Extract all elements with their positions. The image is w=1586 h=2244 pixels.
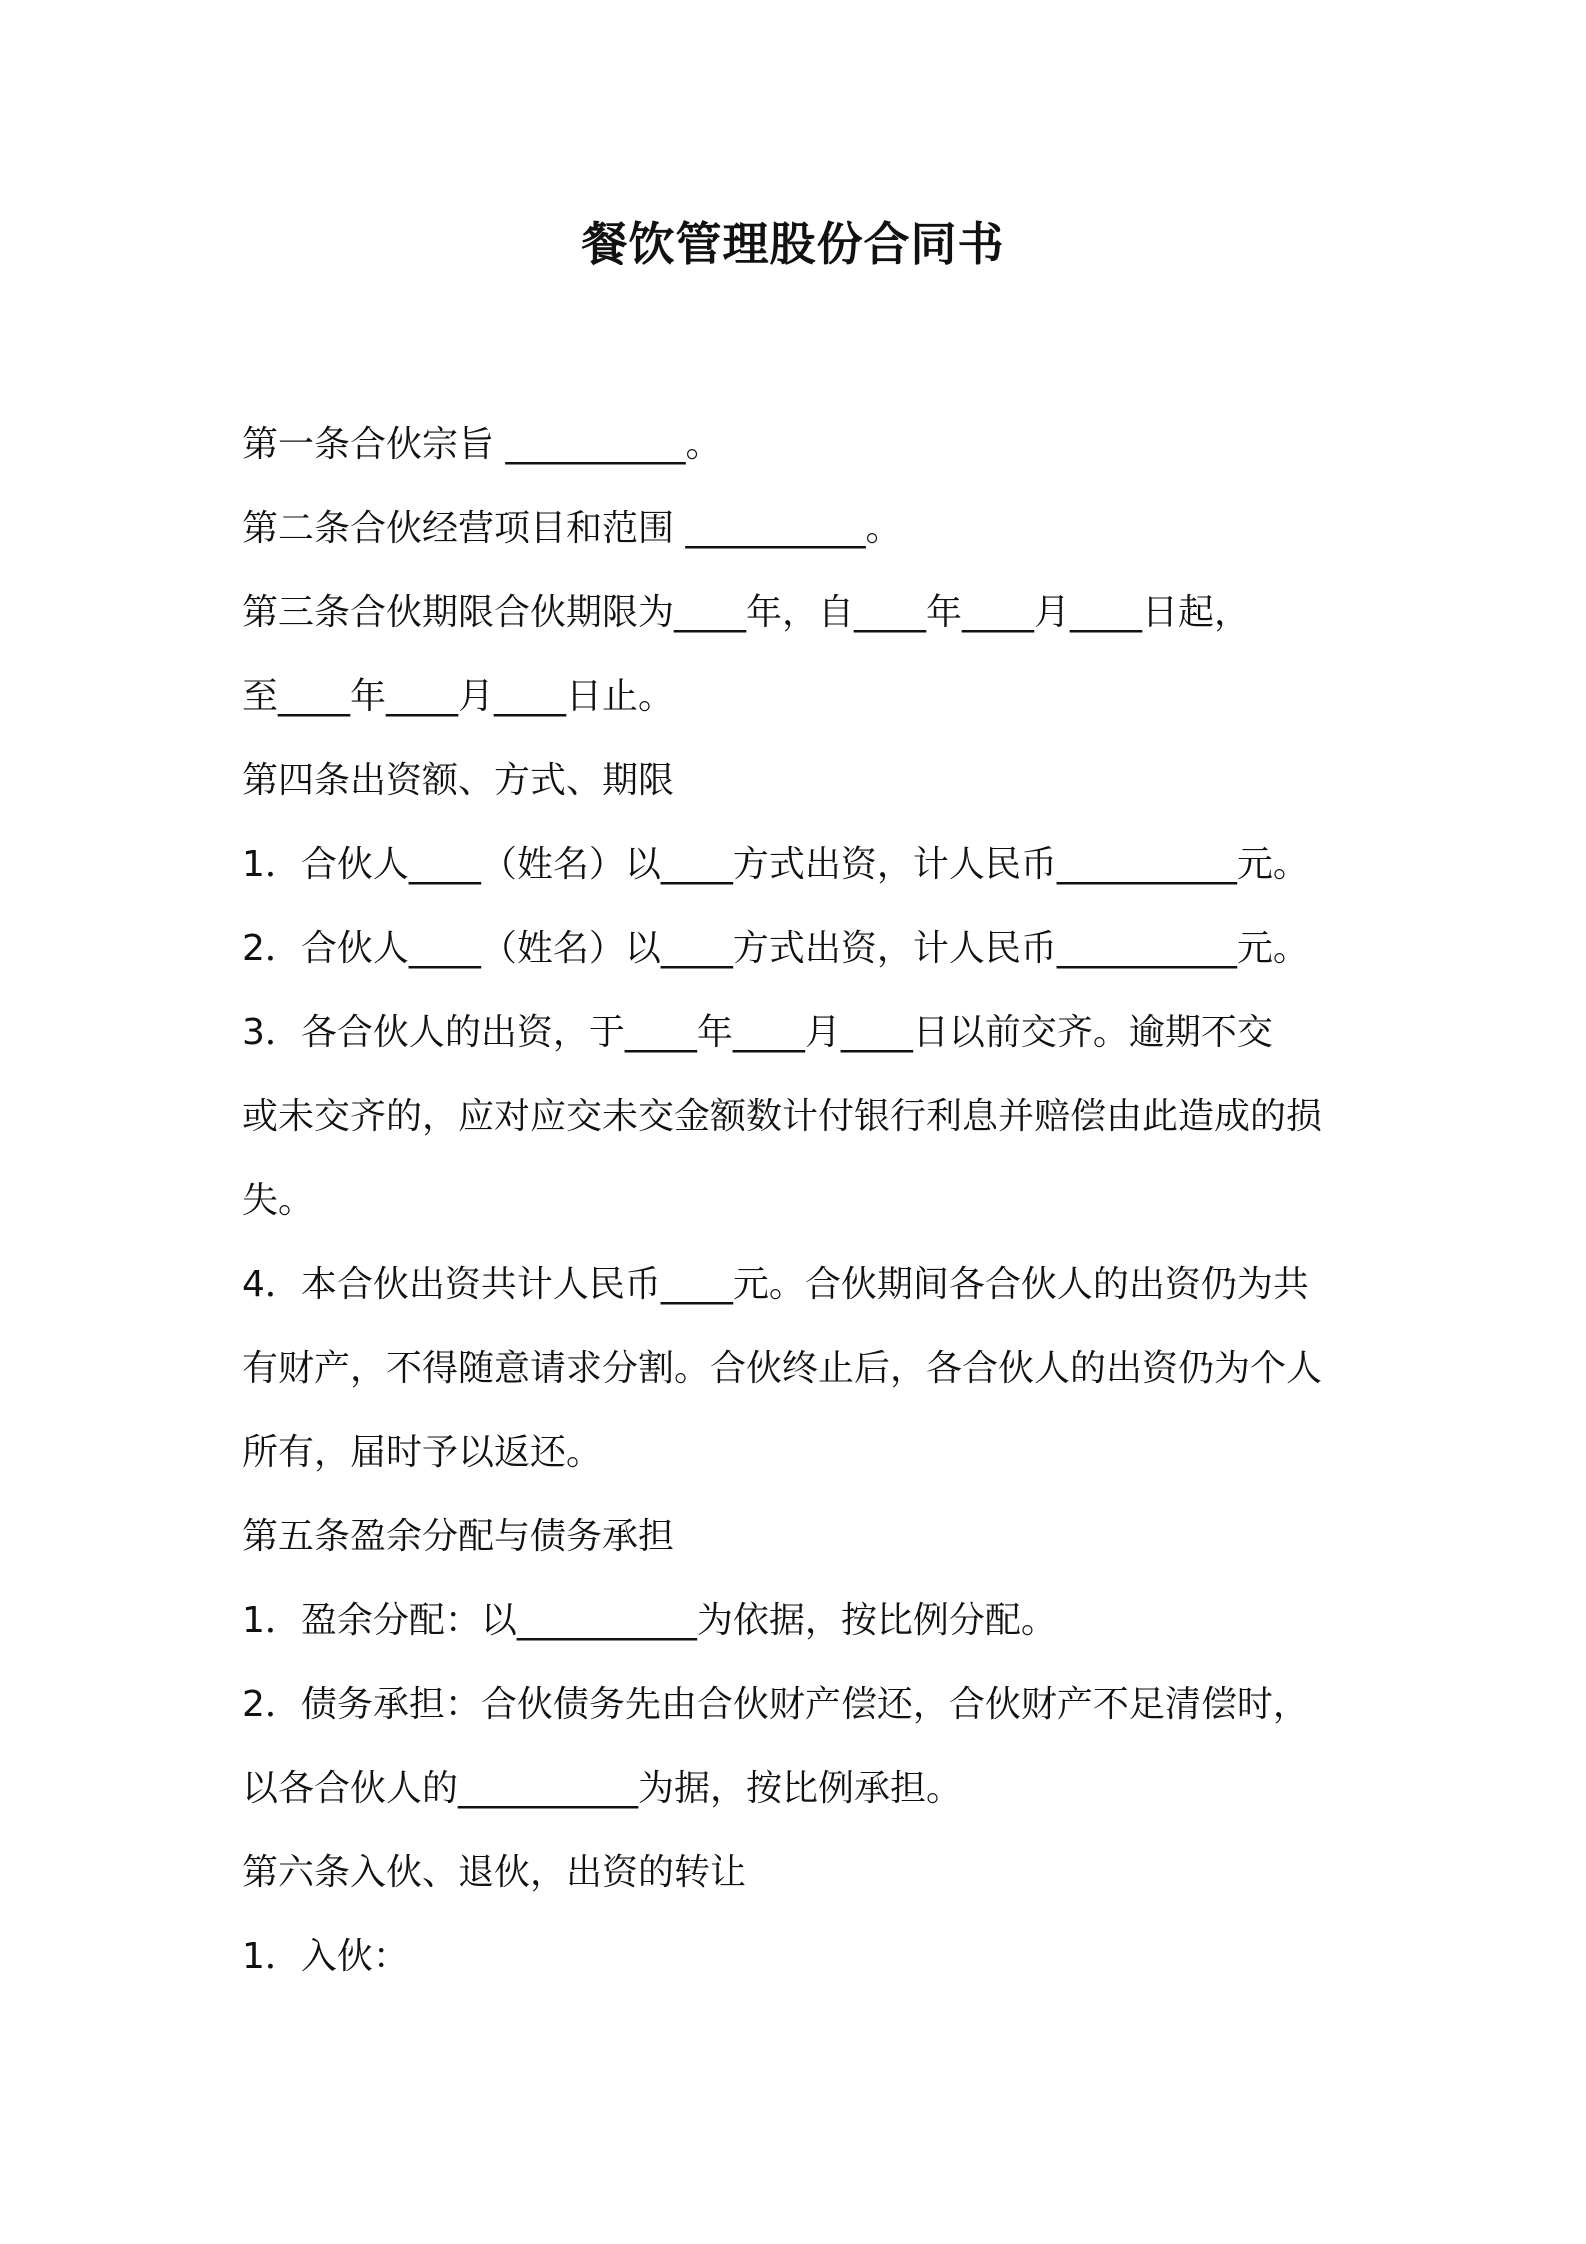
clause-4-item-4-cont: 有财产，不得随意请求分割。合伙终止后，各合伙人的出资仍为个人 (242, 1348, 1323, 1389)
clause-5-heading: 第五条盈余分配与债务承担 (242, 1516, 675, 1557)
clause-5-item-1: 1．盈余分配：以__________为依据，按比例分配。 (242, 1600, 1057, 1641)
document-title: 餐饮管理股份合同书 (581, 217, 1005, 271)
clause-6-item-1: 1．入伙： (242, 1936, 409, 1977)
clause-4-item-3: 3．各合伙人的出资，于____年____月____日以前交齐。逾期不交 (242, 1012, 1273, 1053)
clause-4-heading: 第四条出资额、方式、期限 (242, 760, 675, 801)
clause-4-item-1: 1．合伙人____（姓名）以____方式出资，计人民币__________元。 (242, 844, 1309, 885)
clause-2-scope: 第二条合伙经营项目和范围 __________。 (242, 508, 902, 549)
clause-4-item-2: 2．合伙人____（姓名）以____方式出资，计人民币__________元。 (242, 928, 1309, 969)
clause-1-purpose: 第一条合伙宗旨 __________。 (242, 424, 722, 465)
contract-body (242, 403, 1362, 1999)
clause-4-item-4: 4．本合伙出资共计人民币____元。合伙期间各合伙人的出资仍为共 (242, 1264, 1309, 1305)
clause-4-item-3-end: 失。 (242, 1180, 315, 1221)
clause-4-item-4-end: 所有，届时予以返还。 (242, 1432, 603, 1473)
clause-5-item-2-cont: 以各合伙人的__________为据，按比例承担。 (242, 1768, 963, 1809)
clause-3-term-cont: 至____年____月____日止。 (242, 676, 675, 717)
clause-6-heading: 第六条入伙、退伙，出资的转让 (242, 1852, 747, 1893)
clause-4-item-3-cont: 或未交齐的，应对应交未交金额数计付银行利息并赔偿由此造成的损 (242, 1096, 1323, 1137)
clause-5-item-2: 2．债务承担：合伙债务先由合伙财产偿还，合伙财产不足清偿时， (242, 1684, 1309, 1725)
clause-3-term: 第三条合伙期限合伙期限为____年，自____年____月____日起， (242, 592, 1251, 633)
